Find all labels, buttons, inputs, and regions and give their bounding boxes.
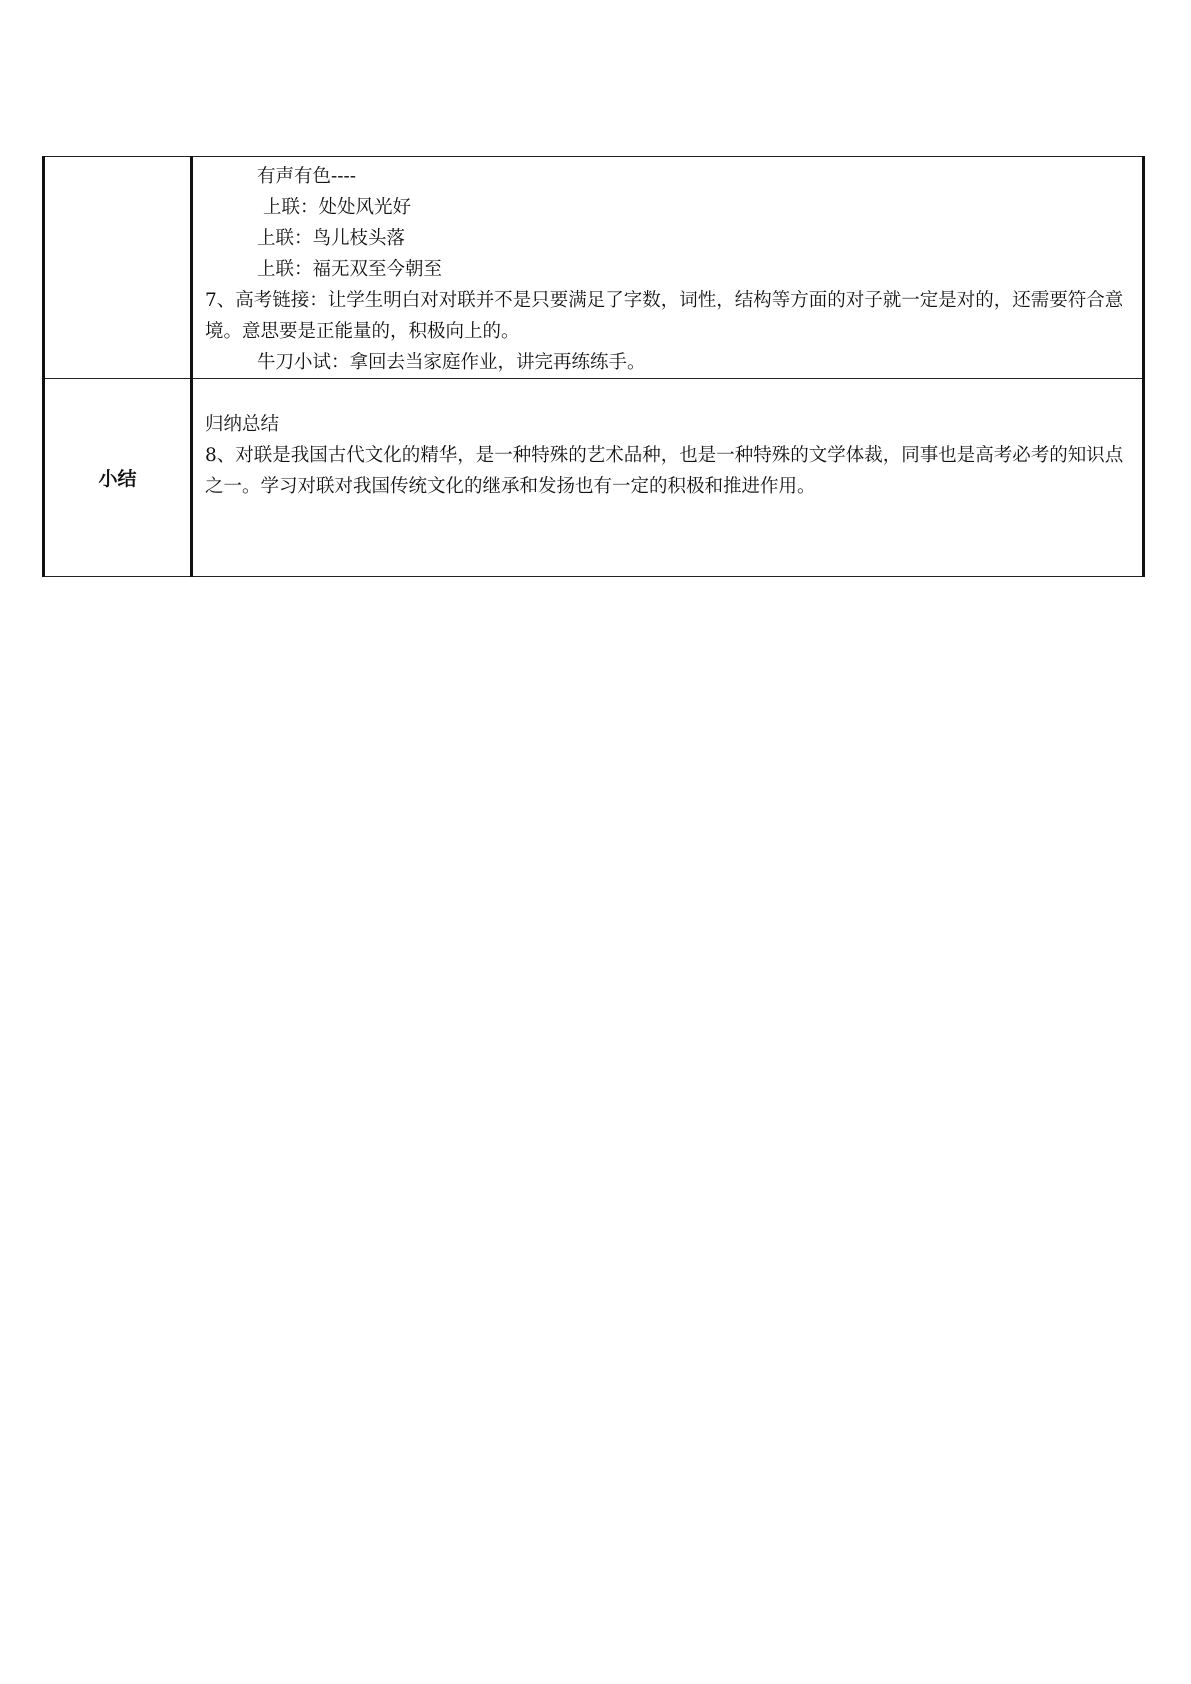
content-line: 上联：福无双至今朝至 [257,259,443,280]
row-label-summary: 小结 [44,379,192,577]
table-row [44,379,1144,577]
table-row [44,157,1144,379]
content-paragraph: 8、对联是我国古代文化的精华，是一种特殊的艺术品种，也是一种特殊的文学体裁，同事也是高考必考的知识点之一。学习对联对我国传统文化的继承和发扬也有一定的积极和推进作用。 [205,445,1124,497]
lesson-plan-table [42,156,1145,577]
content-line: 牛刀小试：拿回去当家庭作业，讲完再练练手。 [257,352,646,373]
content-line: 有声有色---- [257,166,357,187]
content-line: 上联：鸟儿枝头落 [257,228,406,249]
content-heading: 归纳总结 [205,414,280,435]
row-content-cell [192,157,1144,379]
row-label-cell [44,157,192,379]
row-content-cell [192,379,1144,577]
content-line: 上联：处处风光好 [263,197,412,218]
content-paragraph: 7、高考链接：让学生明白对对联并不是只要满足了字数，词性，结构等方面的对子就一定是对的，还需要符合意境。意思要是正能量的，积极向上的。 [205,290,1124,342]
